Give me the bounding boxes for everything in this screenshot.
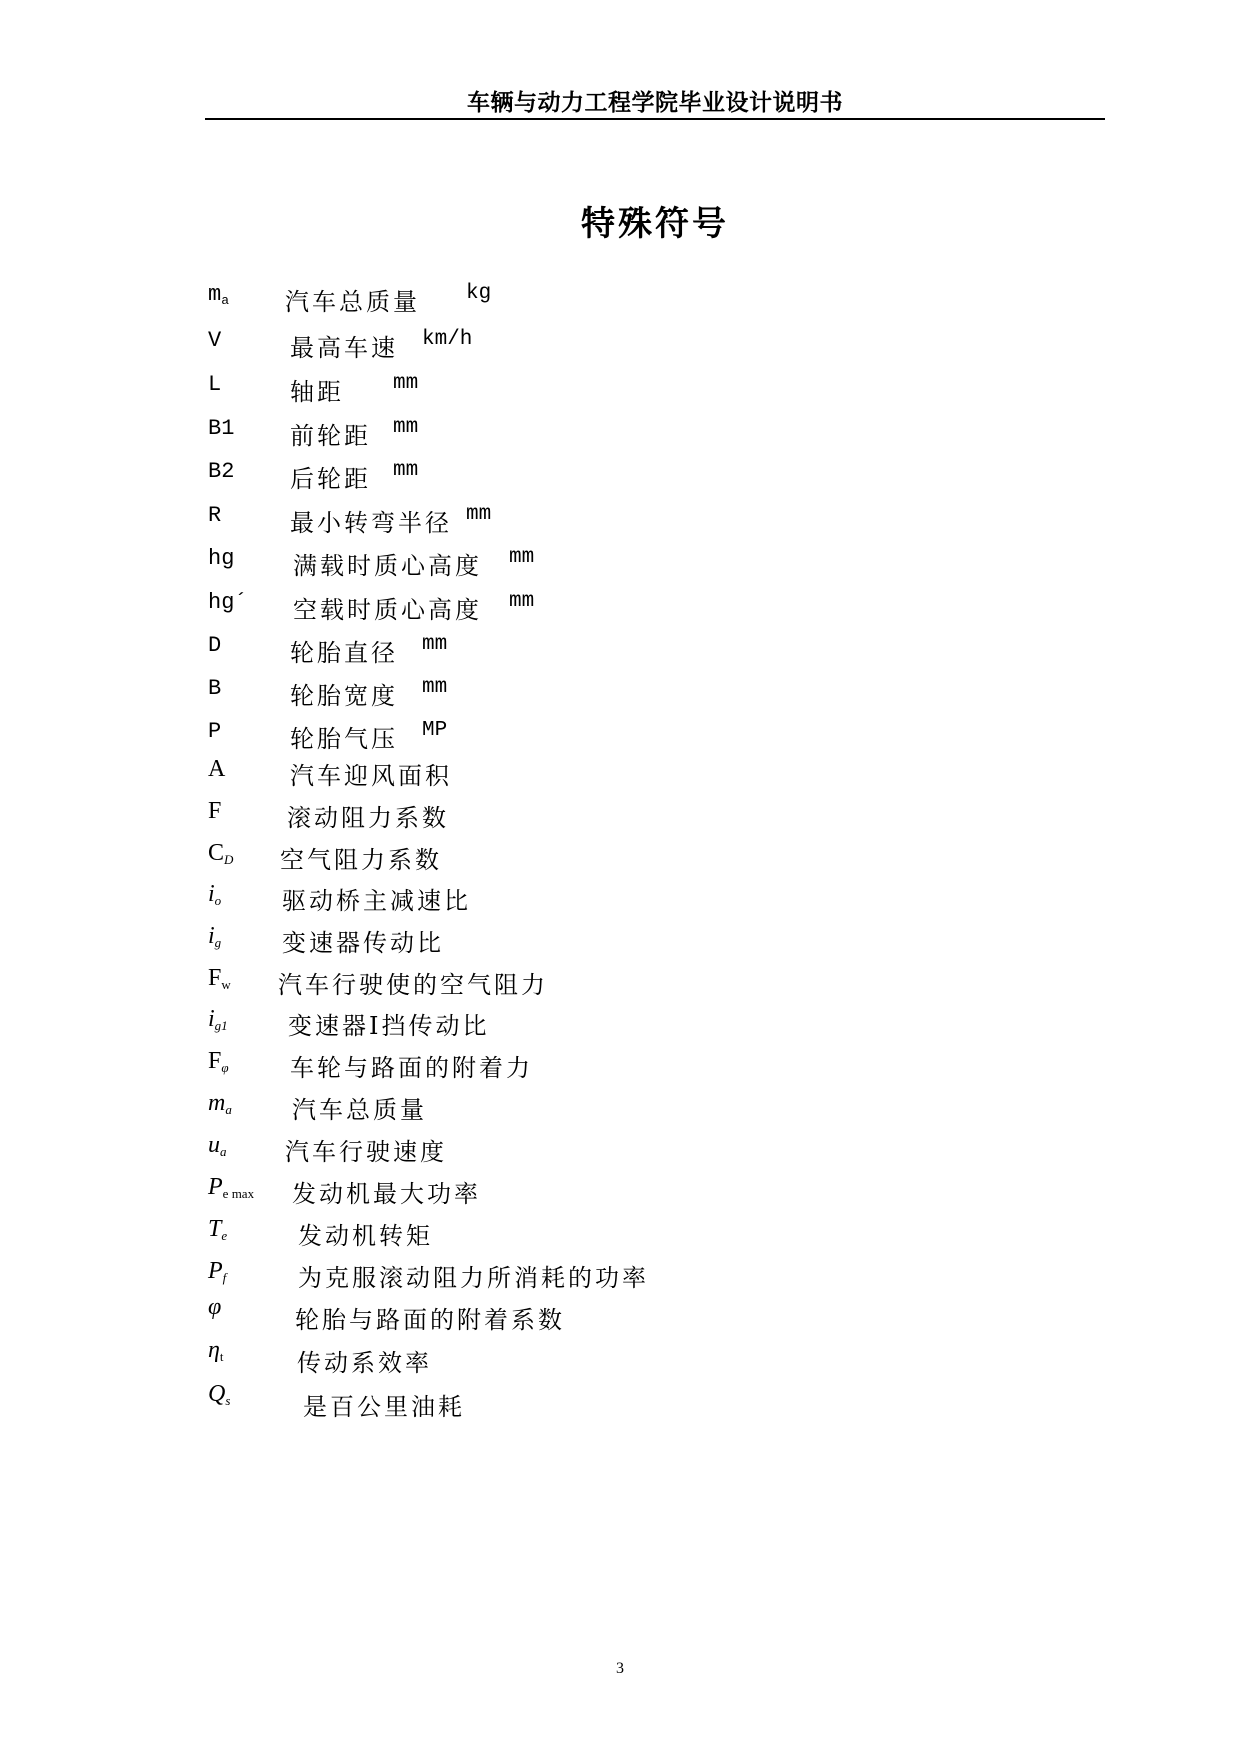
symbol: $C_D$ [208,840,234,867]
symbol-row [0,590,1241,630]
symbol-row [0,1381,1241,1427]
symbol: P [208,719,222,744]
symbol-row [0,881,1241,921]
symbol-unit: mm [466,503,492,526]
symbol-description: 变速器传动比 [282,929,444,957]
symbol: $Q_s$ [208,1381,231,1408]
symbol-description: 轮胎与路面的附着系数 [295,1306,565,1334]
symbol-description: 空气阻力系数 [280,846,442,874]
symbol: D [208,633,222,658]
symbol-description: 发动机最大功率 [292,1180,481,1208]
symbol-row [0,1048,1241,1088]
symbol: $m_a$ [208,282,230,308]
symbol-description: 是百公里油耗 [303,1393,465,1421]
symbol: $u_a$ [208,1132,227,1159]
symbol-row [0,1174,1241,1214]
symbol: A [208,756,226,782]
symbol: B2 [208,459,235,484]
symbol-description: 汽车行驶速度 [285,1138,447,1166]
symbol-description: 轮胎宽度 [290,682,398,710]
page-title: 特殊符号 [581,205,729,243]
symbol-description: 汽车迎风面积 [290,762,452,790]
symbol-row [0,1337,1241,1383]
symbol-row [0,546,1241,586]
symbol-row [0,1090,1241,1130]
symbol: hg [208,546,235,571]
symbol-unit: mm [509,546,535,569]
symbol: $i_{g1}$ [208,1006,228,1033]
symbol: F [208,798,222,824]
symbol-unit: mm [393,372,419,395]
symbol-description: 最小转弯半径 [290,509,452,537]
symbol-description: 最高车速 [290,334,398,362]
symbol-unit: km/h [422,328,473,351]
symbol-description: 车轮与路面的附着力 [290,1054,533,1082]
symbol: L [208,372,222,397]
symbol-description: 轮胎直径 [290,639,398,667]
symbol-row [0,416,1241,456]
symbol-row [0,676,1241,716]
symbol-description: 变速器Ⅰ挡传动比 [288,1012,490,1040]
symbol-row [0,840,1241,880]
symbol-description: 滚动阻力系数 [287,804,449,832]
symbol-row [0,1216,1241,1256]
symbol-unit: MP [422,719,448,742]
symbol: B [208,676,222,701]
symbol-row [0,633,1241,673]
symbol: $F_w$ [208,965,231,992]
symbol-description: 轮胎气压 [290,725,398,753]
symbol-row [0,965,1241,1005]
symbol: $P_f$ [208,1258,227,1285]
symbol-unit: mm [422,676,448,699]
symbol-row [0,282,1241,322]
symbol-description: 后轮距 [290,465,371,493]
symbol: $F_\varphi$ [208,1048,229,1075]
symbol-row [0,719,1241,759]
symbol: $\eta_t$ [208,1337,224,1364]
symbol-row [0,328,1241,368]
symbol-description: 前轮距 [290,422,371,450]
page-number: 3 [616,1660,624,1677]
symbol: hg´ [208,590,248,615]
symbol: $i_o$ [208,881,222,908]
symbol-unit: mm [393,416,419,439]
symbol-row [0,1258,1241,1298]
symbol-description: 发动机转矩 [298,1222,433,1250]
symbol: $i_g$ [208,923,222,950]
symbol: $P_{e max}$ [208,1174,255,1201]
symbol-row [0,798,1241,838]
symbol: $T_e$ [208,1216,228,1243]
symbol-description: 汽车总质量 [285,288,420,316]
symbol-description: 轴距 [290,378,344,406]
symbol-row [0,372,1241,412]
symbol-unit: kg [466,282,492,305]
symbol-row [0,1132,1241,1172]
symbol-description: 传动系效率 [297,1349,432,1377]
symbol-unit: mm [393,459,419,482]
symbol-unit: mm [422,633,448,656]
symbol-row [0,459,1241,499]
symbol: B1 [208,416,235,441]
symbol: φ [208,1294,222,1320]
symbol-row [0,1006,1241,1046]
symbol-unit: mm [509,590,535,613]
symbol-description: 为克服滚动阻力所消耗的功率 [298,1264,649,1292]
symbol-description: 空载时质心高度 [293,596,482,624]
symbol-row [0,923,1241,963]
symbol: R [208,503,222,528]
symbol-row [0,756,1241,796]
symbol: V [208,328,222,353]
symbol-description: 驱动桥主减速比 [282,887,471,915]
symbol-row [0,503,1241,543]
symbol-row [0,1294,1241,1340]
page-header-title: 车辆与动力工程学院毕业设计说明书 [467,89,843,115]
symbol-description: 汽车行驶使的空气阻力 [278,971,548,999]
symbol-description: 满载时质心高度 [293,552,482,580]
symbol: $m_a$ [208,1090,232,1117]
symbol-description: 汽车总质量 [292,1096,427,1124]
